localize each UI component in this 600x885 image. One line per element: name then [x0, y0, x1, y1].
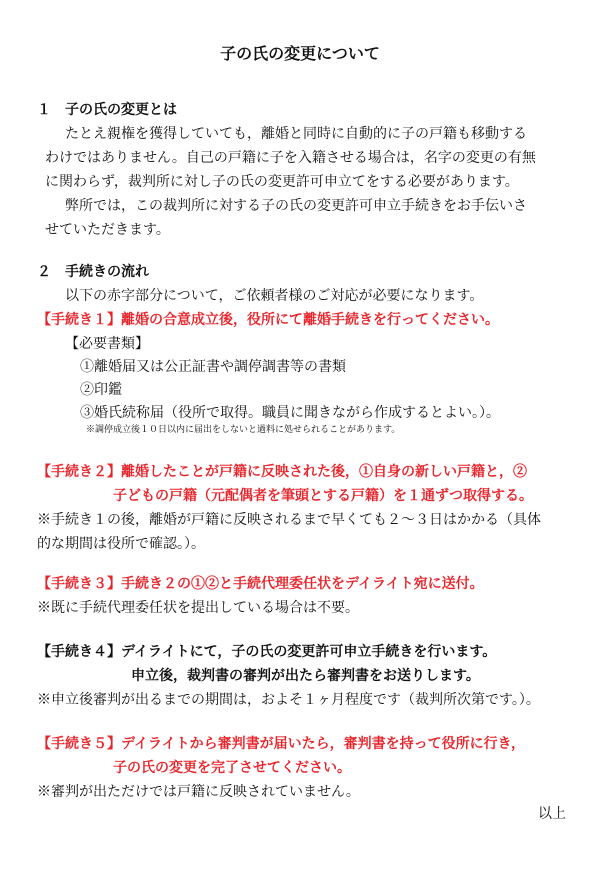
- closing-text: 以上: [538, 806, 566, 822]
- step-5-note: ※審判が出ただけでは戸籍に反映されていません。: [37, 784, 360, 800]
- paragraph-line: せていただきます。: [45, 222, 170, 238]
- step-2-note: ※手続き１の後，離婚が戸籍に反映されるまで早くても２～３日はかかる（具体: [37, 512, 541, 528]
- step-2-note: 的な期間は役所で確認。）。: [37, 536, 205, 552]
- step-4-note: ※申立後審判が出るまでの期間は，およそ１ヶ月程度です（裁判所次第です。）。: [37, 692, 540, 708]
- required-doc-item: ①離婚届又は公正証書や調停調書等の書類: [80, 359, 346, 375]
- required-doc-item: ②印鑑: [80, 382, 122, 398]
- step-4-line: 【手続き４】デイライトにて，子の氏の変更許可申立手続きを行います。: [37, 644, 497, 660]
- paragraph-line: たとえ親権を獲得していても，離婚と同時に自動的に子の戸籍も移動する: [65, 126, 527, 142]
- step-4-line: 申立後，裁判書の審判が出たら審判書をお送りします。: [131, 668, 480, 684]
- required-docs-label: 【必要書類】: [65, 336, 149, 352]
- step-1-note: ※調停成立後１０日以内に届出をしないと過料に処せられることがあります。: [86, 425, 401, 435]
- step-3-text: 【手続き３】手続き２の①②と手続代理委任状をデイライト宛に送付。: [37, 576, 484, 592]
- step-5-line: 子の氏の変更を完了させてください。: [113, 760, 351, 776]
- paragraph-line: に関わらず，裁判所に対し子の氏の変更許可申立てをする必要があります。: [45, 174, 519, 190]
- paragraph-line: わけではありません。自己の戸籍に子を入籍させる場合は，名字の変更の有無: [45, 150, 536, 166]
- paragraph-line: 弊所では，この裁判所に対する子の氏の変更許可申立手続きをお手伝いさ: [65, 198, 527, 214]
- page-title: 子の氏の変更について: [220, 44, 380, 63]
- required-doc-item: ③婚氏続称届（役所で取得。職員に聞きながら作成するとよい。）。: [80, 405, 500, 421]
- section-1-heading: １ 子の氏の変更とは: [37, 102, 177, 118]
- section-2-heading: ２ 手続きの流れ: [37, 264, 149, 280]
- section-2-intro: 以下の赤字部分について，ご依頼者様のご対応が必要になります。: [65, 288, 484, 304]
- step-3-note: ※既に手続代理委任状を提出している場合は不要。: [37, 600, 359, 616]
- step-1-text: 【手続き１】離婚の合意成立後，役所にて離婚手続きを行ってください。: [37, 312, 499, 328]
- step-2-line: 【手続き２】離婚したことが戸籍に反映された後，①自身の新しい戸籍と，②: [37, 464, 527, 480]
- step-2-line: 子どもの戸籍（元配偶者を筆頭とする戸籍）を１通ずつ取得する。: [113, 488, 533, 504]
- step-5-line: 【手続き５】デイライトから審判書が届いたら，審判書を持って役所に行き，: [37, 736, 526, 752]
